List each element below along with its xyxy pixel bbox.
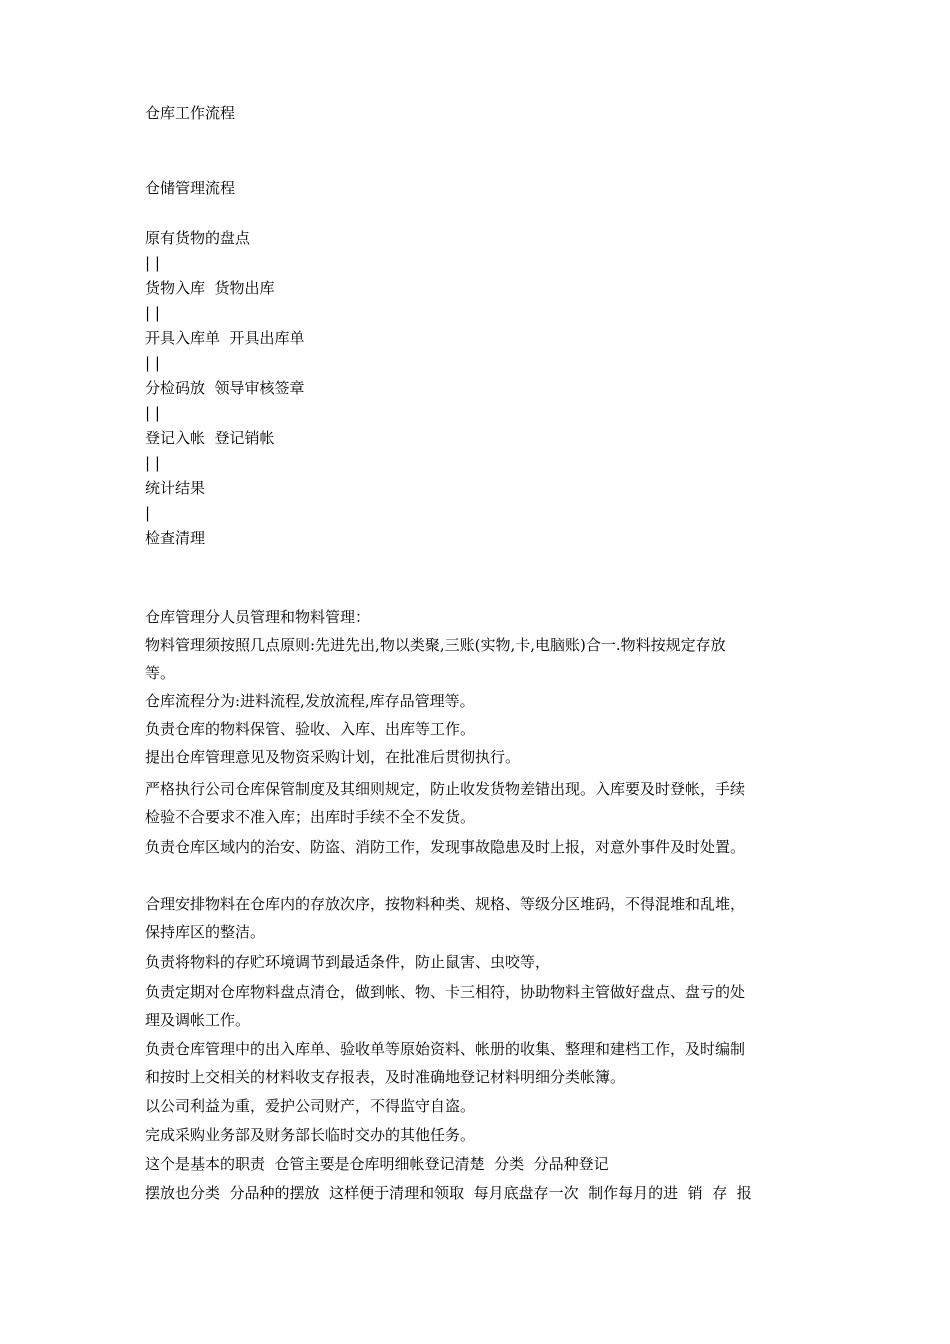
body-line: 仓库管理分人员管理和物料管理： [145,608,371,626]
flow-heading: 仓储管理流程 [145,179,236,197]
flow-line: 分检码放 领导审核签章 [145,379,305,397]
flow-line: 检查清理 [145,529,206,547]
body-line: 仓库流程分为:进料流程,发放流程,库存品管理等。 [145,692,475,710]
body-line: 以公司利益为重，爱护公司财产，不得监守自盗。 [145,1097,476,1115]
flow-line: 原有货物的盘点 [145,229,251,247]
body-line: 保持库区的整洁。 [145,923,266,941]
flow-line: 开具入库单 开具出库单 [145,329,305,347]
flow-connector: | | [145,304,160,322]
body-line: 物料管理须按照几点原则:先进先出,物以类聚,三账(实物,卡,电脑账)合一.物料按规定存放 [145,636,726,654]
body-line: 负责仓库的物料保管、验收、入库、出库等工作。 [145,720,476,738]
body-line: 提出仓库管理意见及物资采购计划，在批准后贯彻执行。 [145,748,521,766]
body-line: 负责仓库管理中的出入库单、验收单等原始资料、帐册的收集、整理和建档工作，及时编制 [145,1040,746,1058]
flow-line: 登记入帐 登记销帐 [145,429,275,447]
body-line: 负责仓库区域内的治安、防盗、消防工作，发现事故隐患及时上报，对意外事件及时处置。 [145,838,746,856]
body-line: 等。 [145,664,176,682]
body-line: 合理安排物料在仓库内的存放次序，按物料种类、规格、等级分区堆码，不得混堆和乱堆， [145,895,746,913]
body-line: 负责定期对仓库物料盘点清仓，做到帐、物、卡三相符，协助物料主管做好盘点、盘亏的处 [145,983,746,1001]
body-line: 严格执行公司仓库保管制度及其细则规定，防止收发货物差错出现。入库要及时登帐，手续 [145,780,746,798]
flow-connector: | | [145,454,160,472]
flow-connector: | | [145,404,160,422]
flow-connector: | | [145,354,160,372]
body-line: 完成采购业务部及财务部长临时交办的其他任务。 [145,1126,476,1144]
flow-connector: | [145,504,151,522]
flow-connector: | | [145,254,160,272]
body-line: 摆放也分类 分品种的摆放 这样便于清理和领取 每月底盘存一次 制作每月的进 销 存 报 [145,1184,752,1202]
body-line: 理及调帐工作。 [145,1011,251,1029]
body-line: 和按时上交相关的材料收支存报表，及时准确地登记材料明细分类帐簿。 [145,1068,626,1086]
body-line: 负责将物料的存贮环境调节到最适条件，防止鼠害、虫咬等， [145,953,551,971]
flow-line: 货物入库 货物出库 [145,279,275,297]
document-title: 仓库工作流程 [145,104,236,122]
body-line: 这个是基本的职责 仓管主要是仓库明细帐登记清楚 分类 分品种登记 [145,1155,609,1173]
body-line: 检验不合要求不准入库；出库时手续不全不发货。 [145,808,476,826]
flow-line: 统计结果 [145,479,206,497]
